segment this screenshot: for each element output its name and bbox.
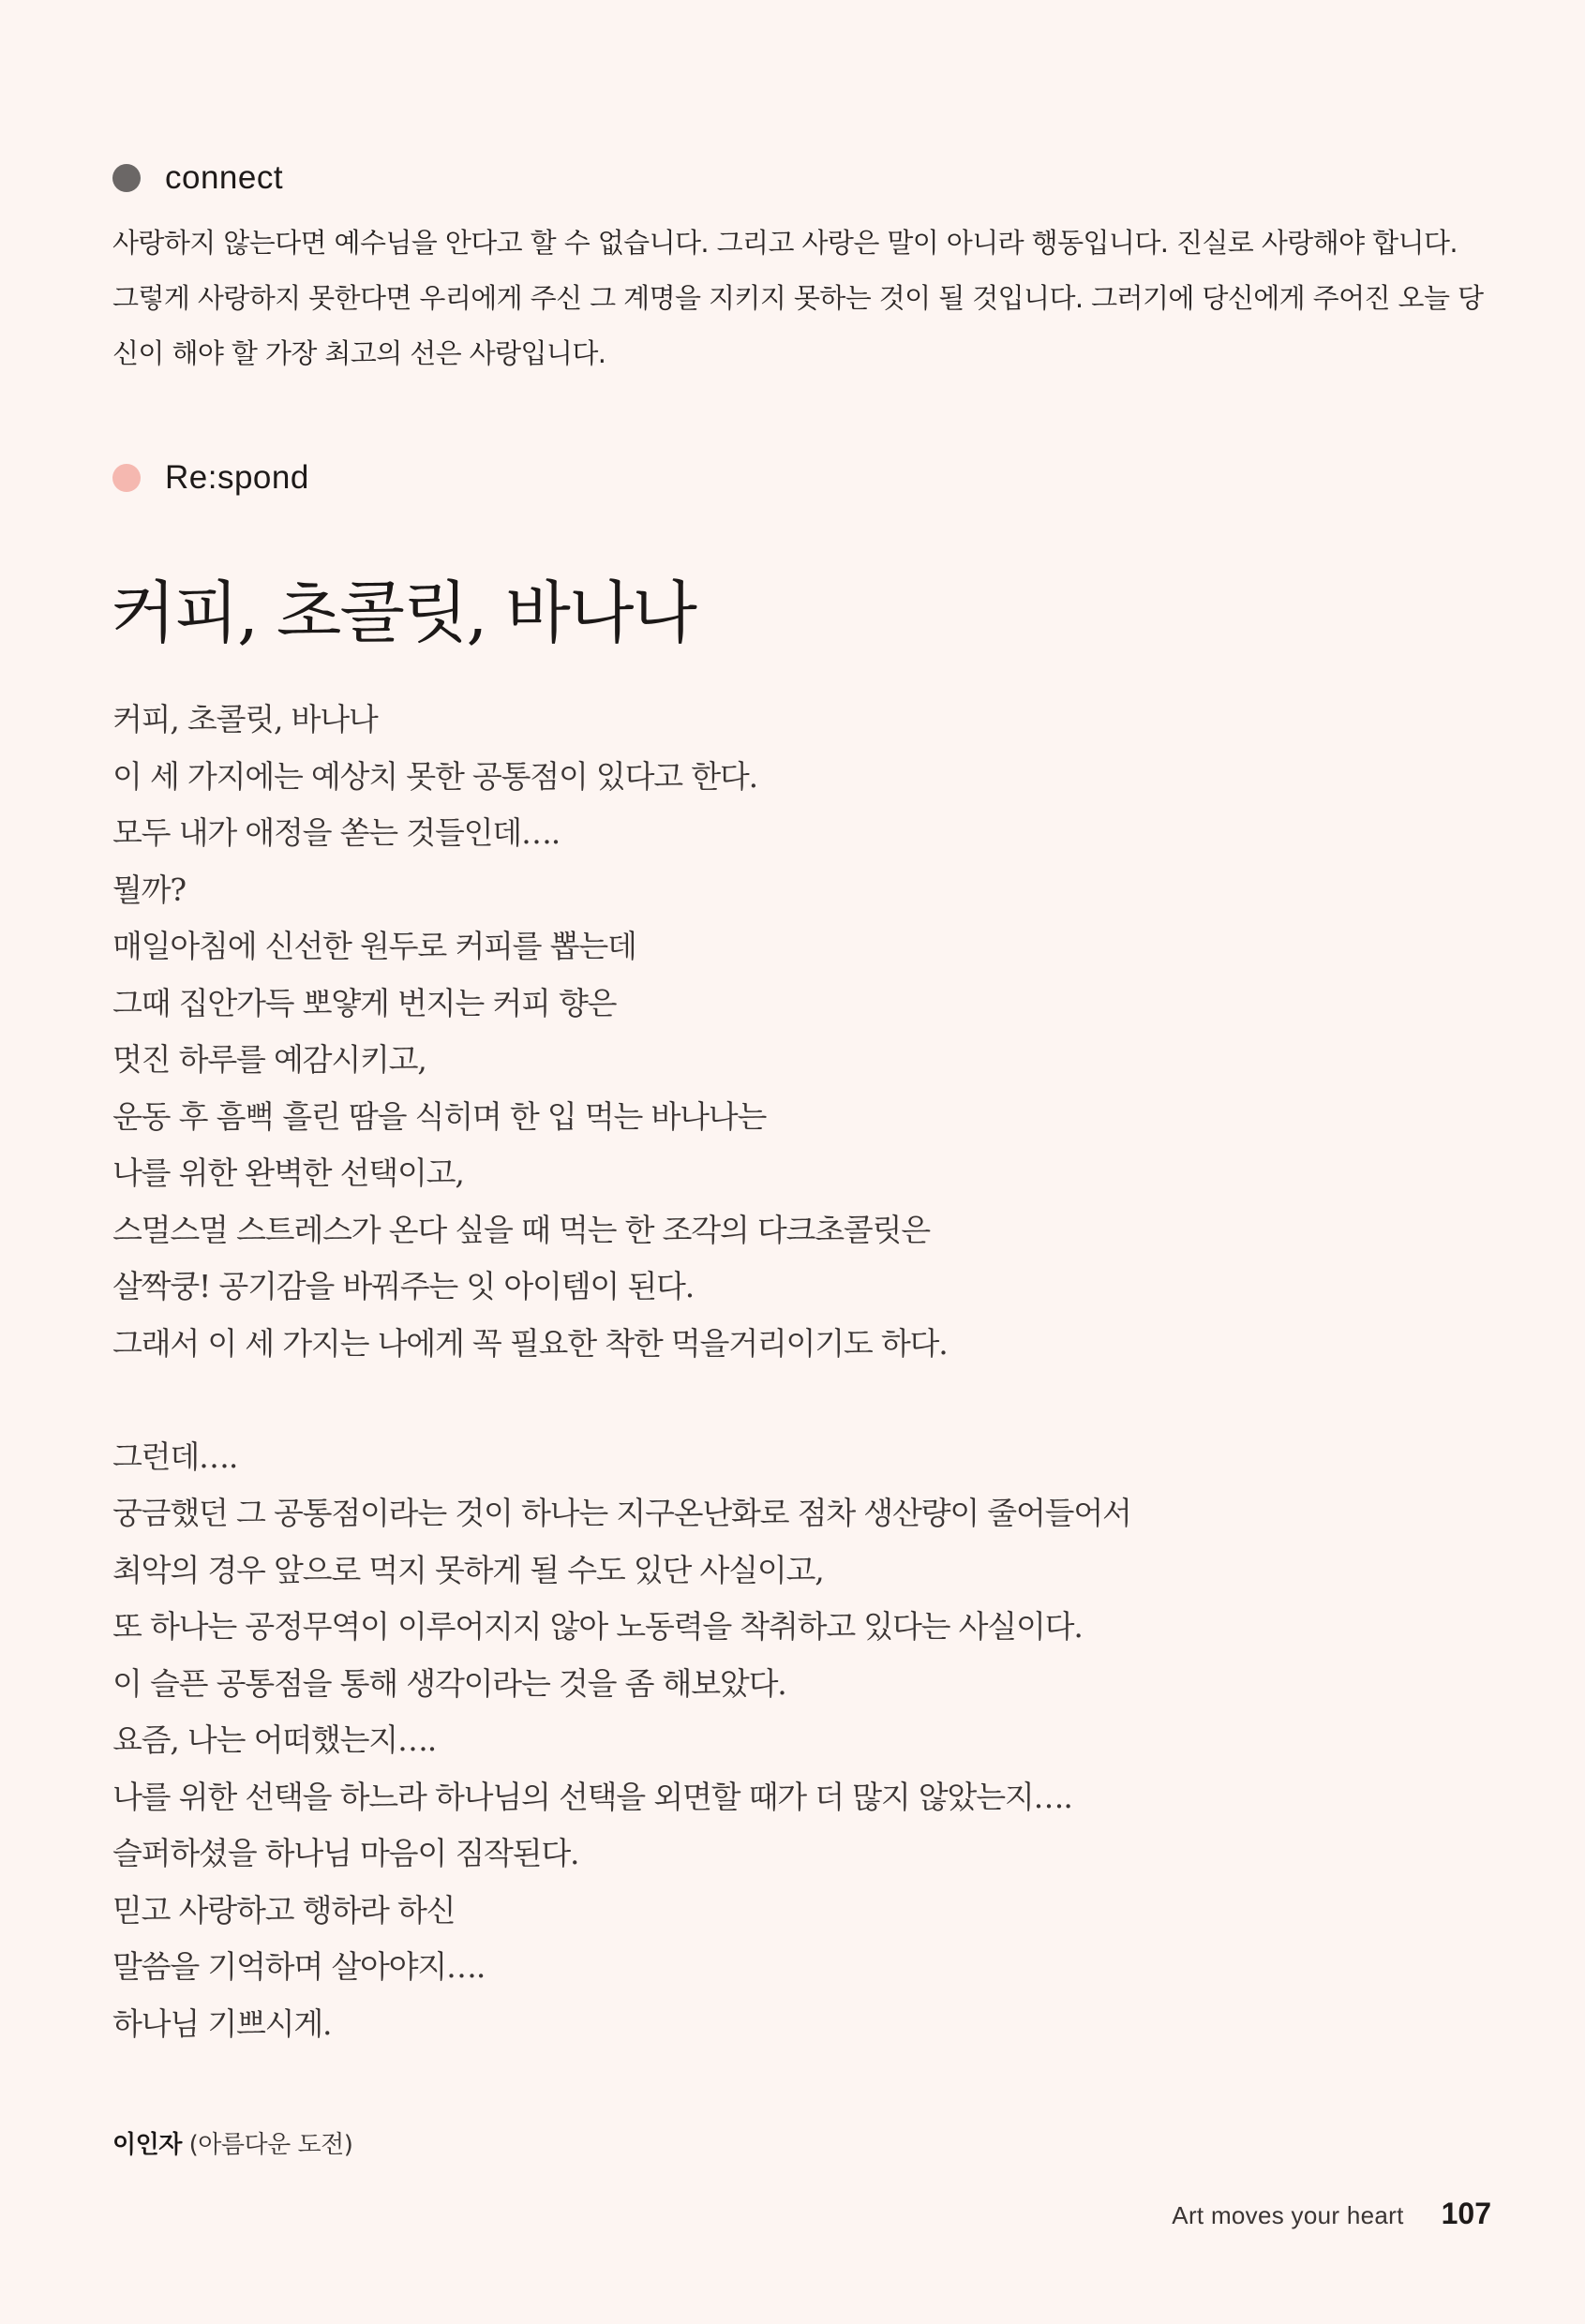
respond-label: Re:spond (165, 459, 309, 496)
article-title: 커피, 초콜릿, 바나나 (111, 574, 695, 652)
author-affiliation: (아름다운 도전) (188, 2131, 353, 2159)
body-line: 최악의 경우 앞으로 먹지 못하게 될 수도 있단 사실이고, (112, 1551, 824, 1588)
article-body (112, 692, 1443, 2052)
body-line: 나를 위한 완벽한 선택이고, (112, 1155, 464, 1191)
body-line: 그래서 이 세 가지는 나에게 꼭 필요한 착한 먹을거리이기도 하다. (112, 1324, 948, 1362)
page-number: 107 (1441, 2197, 1491, 2230)
body-line: 요즘, 나는 어떠했는지…. (112, 1721, 437, 1758)
body-line: 스멀스멀 스트레스가 온다 싶을 때 먹는 한 조각의 다크초콜릿은 (112, 1211, 930, 1248)
body-line: 뭘까? (112, 871, 186, 908)
body-line: 매일아침에 신선한 원두로 커피를 뽑는데 (112, 928, 636, 964)
connect-bullet-dot (112, 164, 141, 192)
respond-section-header (112, 459, 309, 497)
body-line: 살짝쿵! 공기감을 바꿔주는 잇 아이템이 된다. (112, 1268, 695, 1304)
body-line: 하나님 기쁘시게. (112, 2004, 332, 2042)
author-credit (112, 2125, 352, 2160)
body-line: 말씀을 기억하며 살아야지…. (112, 1948, 486, 1985)
footer-tagline: Art moves your heart (1172, 2201, 1404, 2229)
body-line: 그때 집안가득 뽀얗게 번지는 커피 향은 (112, 984, 617, 1021)
body-line: 이 슬픈 공통점을 통해 생각이라는 것을 좀 해보았다. (112, 1664, 786, 1702)
page-footer (1172, 2197, 1491, 2231)
respond-bullet-dot (112, 464, 141, 492)
body-line: 이 세 가지에는 예상치 못한 공통점이 있다고 한다. (112, 757, 757, 795)
body-line: 또 하나는 공정무역이 이루어지지 않아 노동력을 착취하고 있다는 사실이다. (112, 1608, 1083, 1645)
connect-label: connect (165, 159, 284, 196)
body-line: 그런데…. (112, 1438, 238, 1475)
connect-paragraph: 사랑하지 않는다면 예수님을 안다고 할 수 없습니다. 그리고 사랑은 말이 아니라 행동입니다. 진실로 사랑해야 합니다. 그렇게 사랑하지 못한다면 우리에게 주신 그 계명을 지키지 못하는 것이 될 것입니다. 그러기에 당신에게 주어진 오늘 당신이 해야 할 가장 최고의 선은 사랑입니다. (112, 227, 1484, 369)
body-line: 나를 위한 선택을 하느라 하나님의 선택을 외면할 때가 더 많지 않았는지…. (112, 1778, 1072, 1815)
body-line: 모두 내가 애정을 쏟는 것들인데…. (112, 814, 561, 851)
connect-section-header (112, 159, 283, 197)
body-line: 커피, 초콜릿, 바나나 (112, 701, 378, 737)
stanza-break (112, 1372, 1443, 1429)
body-line: 멋진 하루를 예감시키고, (112, 1041, 426, 1078)
body-line: 슬퍼하셨을 하나님 마음이 짐작된다. (112, 1835, 579, 1871)
body-line: 궁금했던 그 공통점이라는 것이 하나는 지구온난화로 점차 생산량이 줄어들어서 (112, 1495, 1131, 1531)
body-line: 운동 후 흠뻑 흘린 땀을 식히며 한 입 먹는 바나나는 (112, 1097, 767, 1135)
author-name: 이인자 (112, 2131, 182, 2159)
body-line: 믿고 사랑하고 행하라 하신 (112, 1891, 456, 1929)
